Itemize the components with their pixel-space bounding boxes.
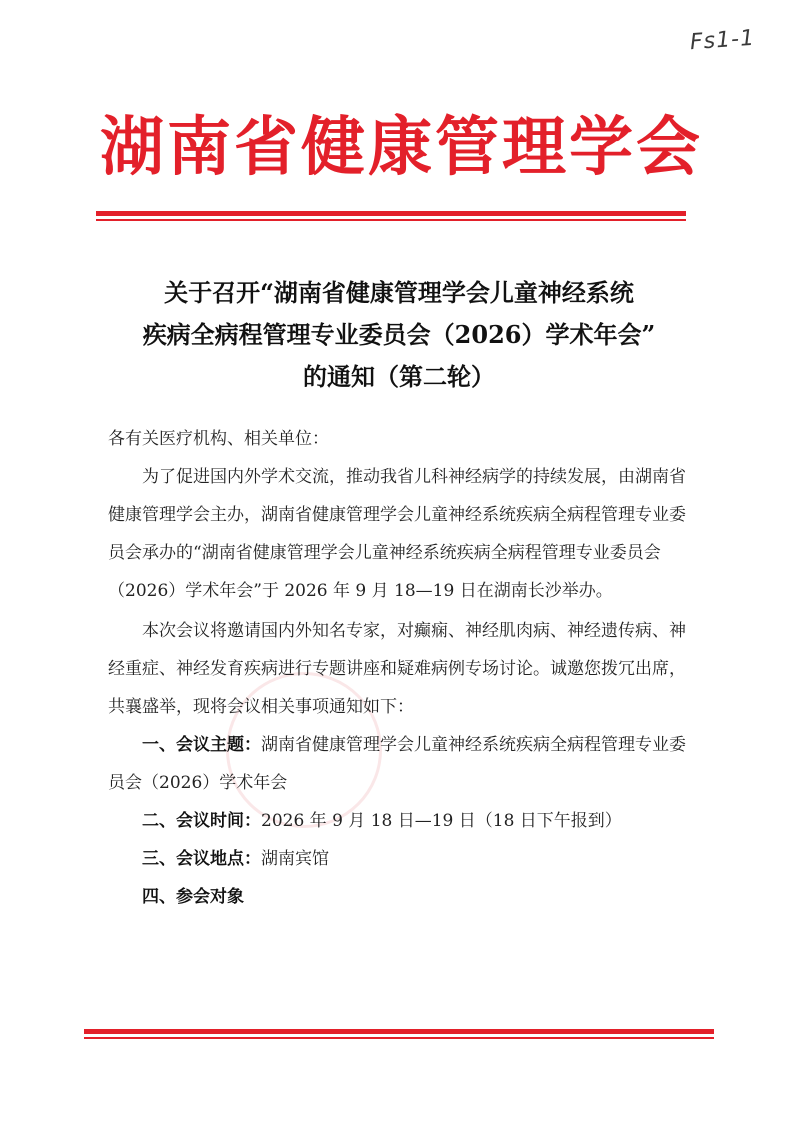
item-head: 三、会议地点： xyxy=(142,849,261,869)
document-title-line-2: 疾病全病程管理专业委员会（2026）学术年会” xyxy=(142,320,656,349)
footer-divider xyxy=(84,1029,714,1039)
document-title-line-1: 关于召开“湖南省健康管理学会儿童神经系统 xyxy=(164,278,634,307)
paragraph-intro: 为了促进国内外学术交流，推动我省儿科神经病学的持续发展，由湖南省健康管理学会主办，湖南省健康管理学会儿童神经系统疾病全病程管理专业委员会承办的“湖南省健康管理学会儿童神经系统疾病全病程管理专业委员会（2026）学术年会”于 2026 年 9 月 18—19 日在湖南长沙举办。 xyxy=(108,467,686,601)
salutation: 各有关医疗机构、相关单位： xyxy=(108,429,329,449)
item-text: 2026 年 9 月 18 日—19 日（18 日下午报到） xyxy=(261,811,622,831)
document-title-line-3: 的通知（第二轮） xyxy=(303,362,495,391)
paragraph-invitation: 本次会议将邀请国内外知名专家，对癫痫、神经肌肉病、神经遗传病、神经重症、神经发育疾病进行专题讲座和疑难病例专场讨论。诚邀您拨冗出席，共襄盛举，现将会议相关事项通知如下： xyxy=(108,621,686,717)
item-text: 湖南宾馆 xyxy=(261,849,329,869)
item-meeting-venue xyxy=(108,840,690,878)
document-title xyxy=(84,272,714,398)
item-head: 二、会议时间： xyxy=(142,811,261,831)
item-head: 一、会议主题： xyxy=(142,735,261,755)
item-meeting-theme xyxy=(108,726,690,802)
item-meeting-time xyxy=(108,802,690,840)
item-attendees xyxy=(108,878,690,916)
item-head: 四、参会对象 xyxy=(142,887,244,907)
document-body xyxy=(108,420,690,916)
handwritten-note: Fs1-1 xyxy=(689,25,756,56)
org-letterhead-title: 湖南省健康管理学会 xyxy=(100,110,703,185)
letterhead-divider xyxy=(96,211,686,221)
item-text: 湖南省健康管理学会儿童神经系统疾病全病程管理专业委员会（2026）学术年会 xyxy=(108,735,686,793)
